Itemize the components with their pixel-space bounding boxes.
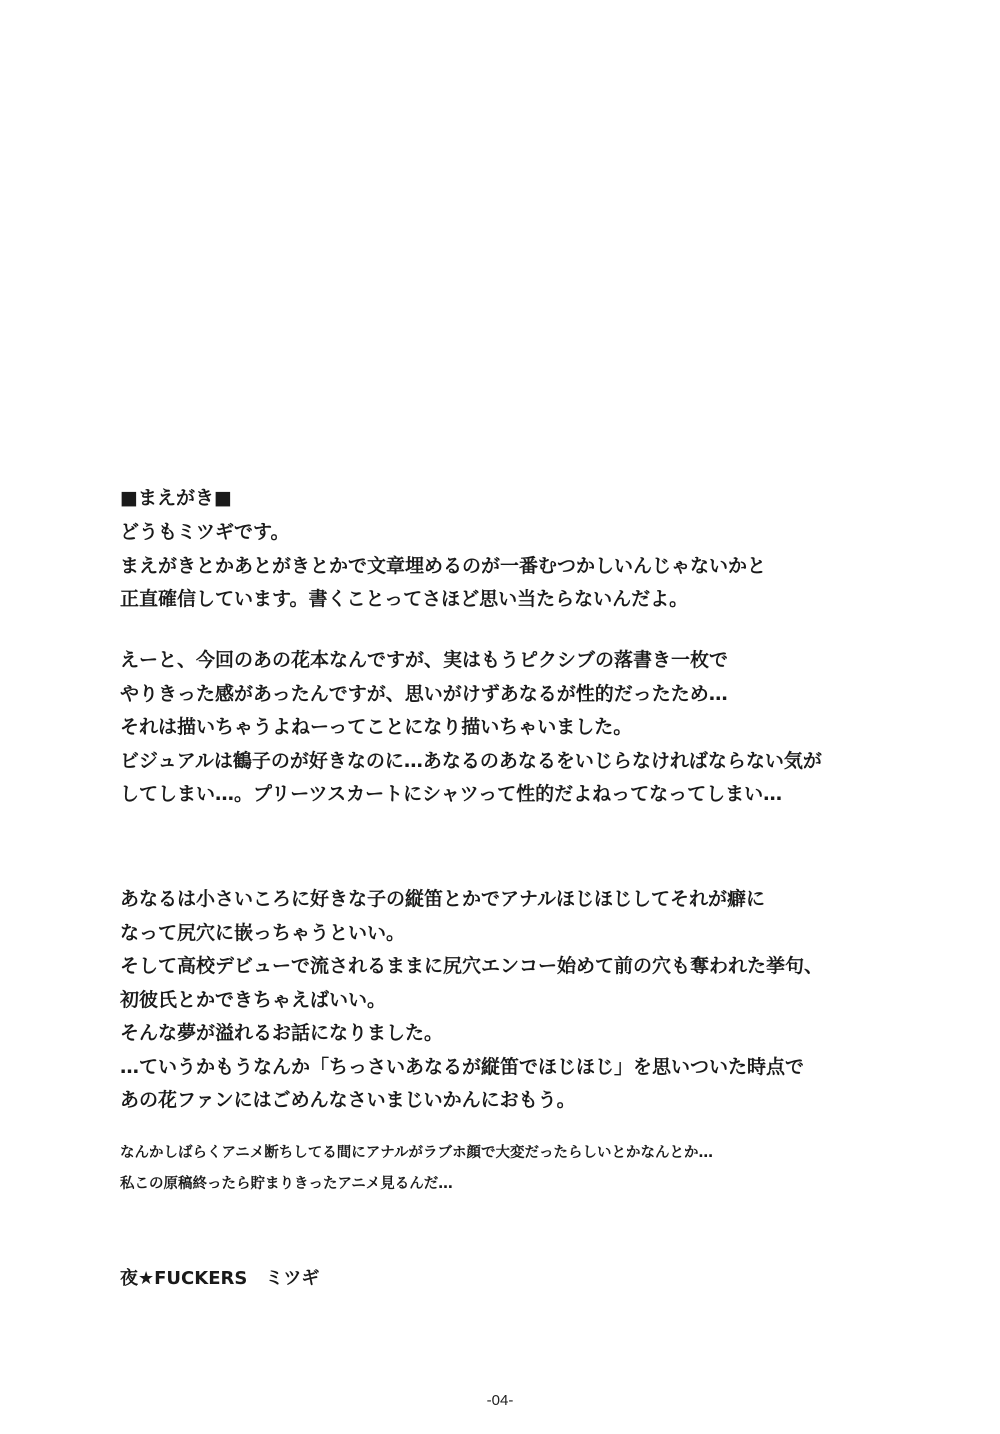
text-line: なって尻穴に嵌っちゃうといい。 — [120, 921, 406, 944]
section-heading: ■まえがき■ — [120, 487, 232, 509]
text-line: してしまい…。プリーツスカートにシャツって性的だよねってなってしまい… — [120, 783, 783, 805]
text-line: えーと、今回のあの花本なんですが、実はもうピクシブの落書き一枚で — [120, 649, 729, 671]
author-signature: 夜★FUCKERS ミツギ — [120, 1268, 320, 1289]
text-line: まえがきとかあとがきとかで文章埋めるのが一番むつかしいんじゃないかと — [120, 554, 767, 577]
text-line: ビジュアルは鶴子のが好きなのに…あなるのあなるをいじらなければならない気が — [120, 749, 822, 772]
text-line: 正直確信しています。書くことってさほど思い当たらないんだよ。 — [120, 588, 689, 610]
heading-block — [120, 482, 232, 516]
text-line: あの花ファンにはごめんなさいまじいかんにおもう。 — [120, 1089, 576, 1111]
text-line: あなるは小さいころに好きな子の縦笛とかでアナルほじほじしてそれが癖に — [120, 888, 766, 910]
text-line: なんかしばらくアニメ断ちしてる間にアナルがラブホ顔で大変だったらしいとかなんとか… — [120, 1145, 714, 1161]
text-line: やりきった感があったんですが、思いがけずあなるが性的だったため… — [120, 682, 728, 705]
intro-paragraph — [120, 516, 766, 617]
signature-block — [120, 1262, 319, 1295]
text-line: そして高校デビューで流されるままに尻穴エンコー始めて前の穴も奪われた挙句、 — [120, 955, 824, 977]
text-line: 私この原稿終ったら貯まりきったアニメ見るんだ… — [120, 1176, 453, 1192]
second-paragraph — [120, 644, 822, 812]
page-number: -04- — [486, 1392, 514, 1409]
third-paragraph — [120, 883, 823, 1118]
fourth-paragraph — [120, 1138, 713, 1200]
text-line: …ていうかもうなんか「ちっさいあなるが縦笛でほじほじ」を思いついた時点で — [120, 1055, 805, 1078]
text-line: そんな夢が溢れるお話になりました。 — [120, 1022, 444, 1044]
text-line: どうもミツギです。 — [120, 521, 290, 543]
text-line: それは描いちゃうよねーってことになり描いちゃいました。 — [120, 716, 633, 738]
text-line: 初彼氏とかできちゃえばいい。 — [120, 988, 387, 1011]
